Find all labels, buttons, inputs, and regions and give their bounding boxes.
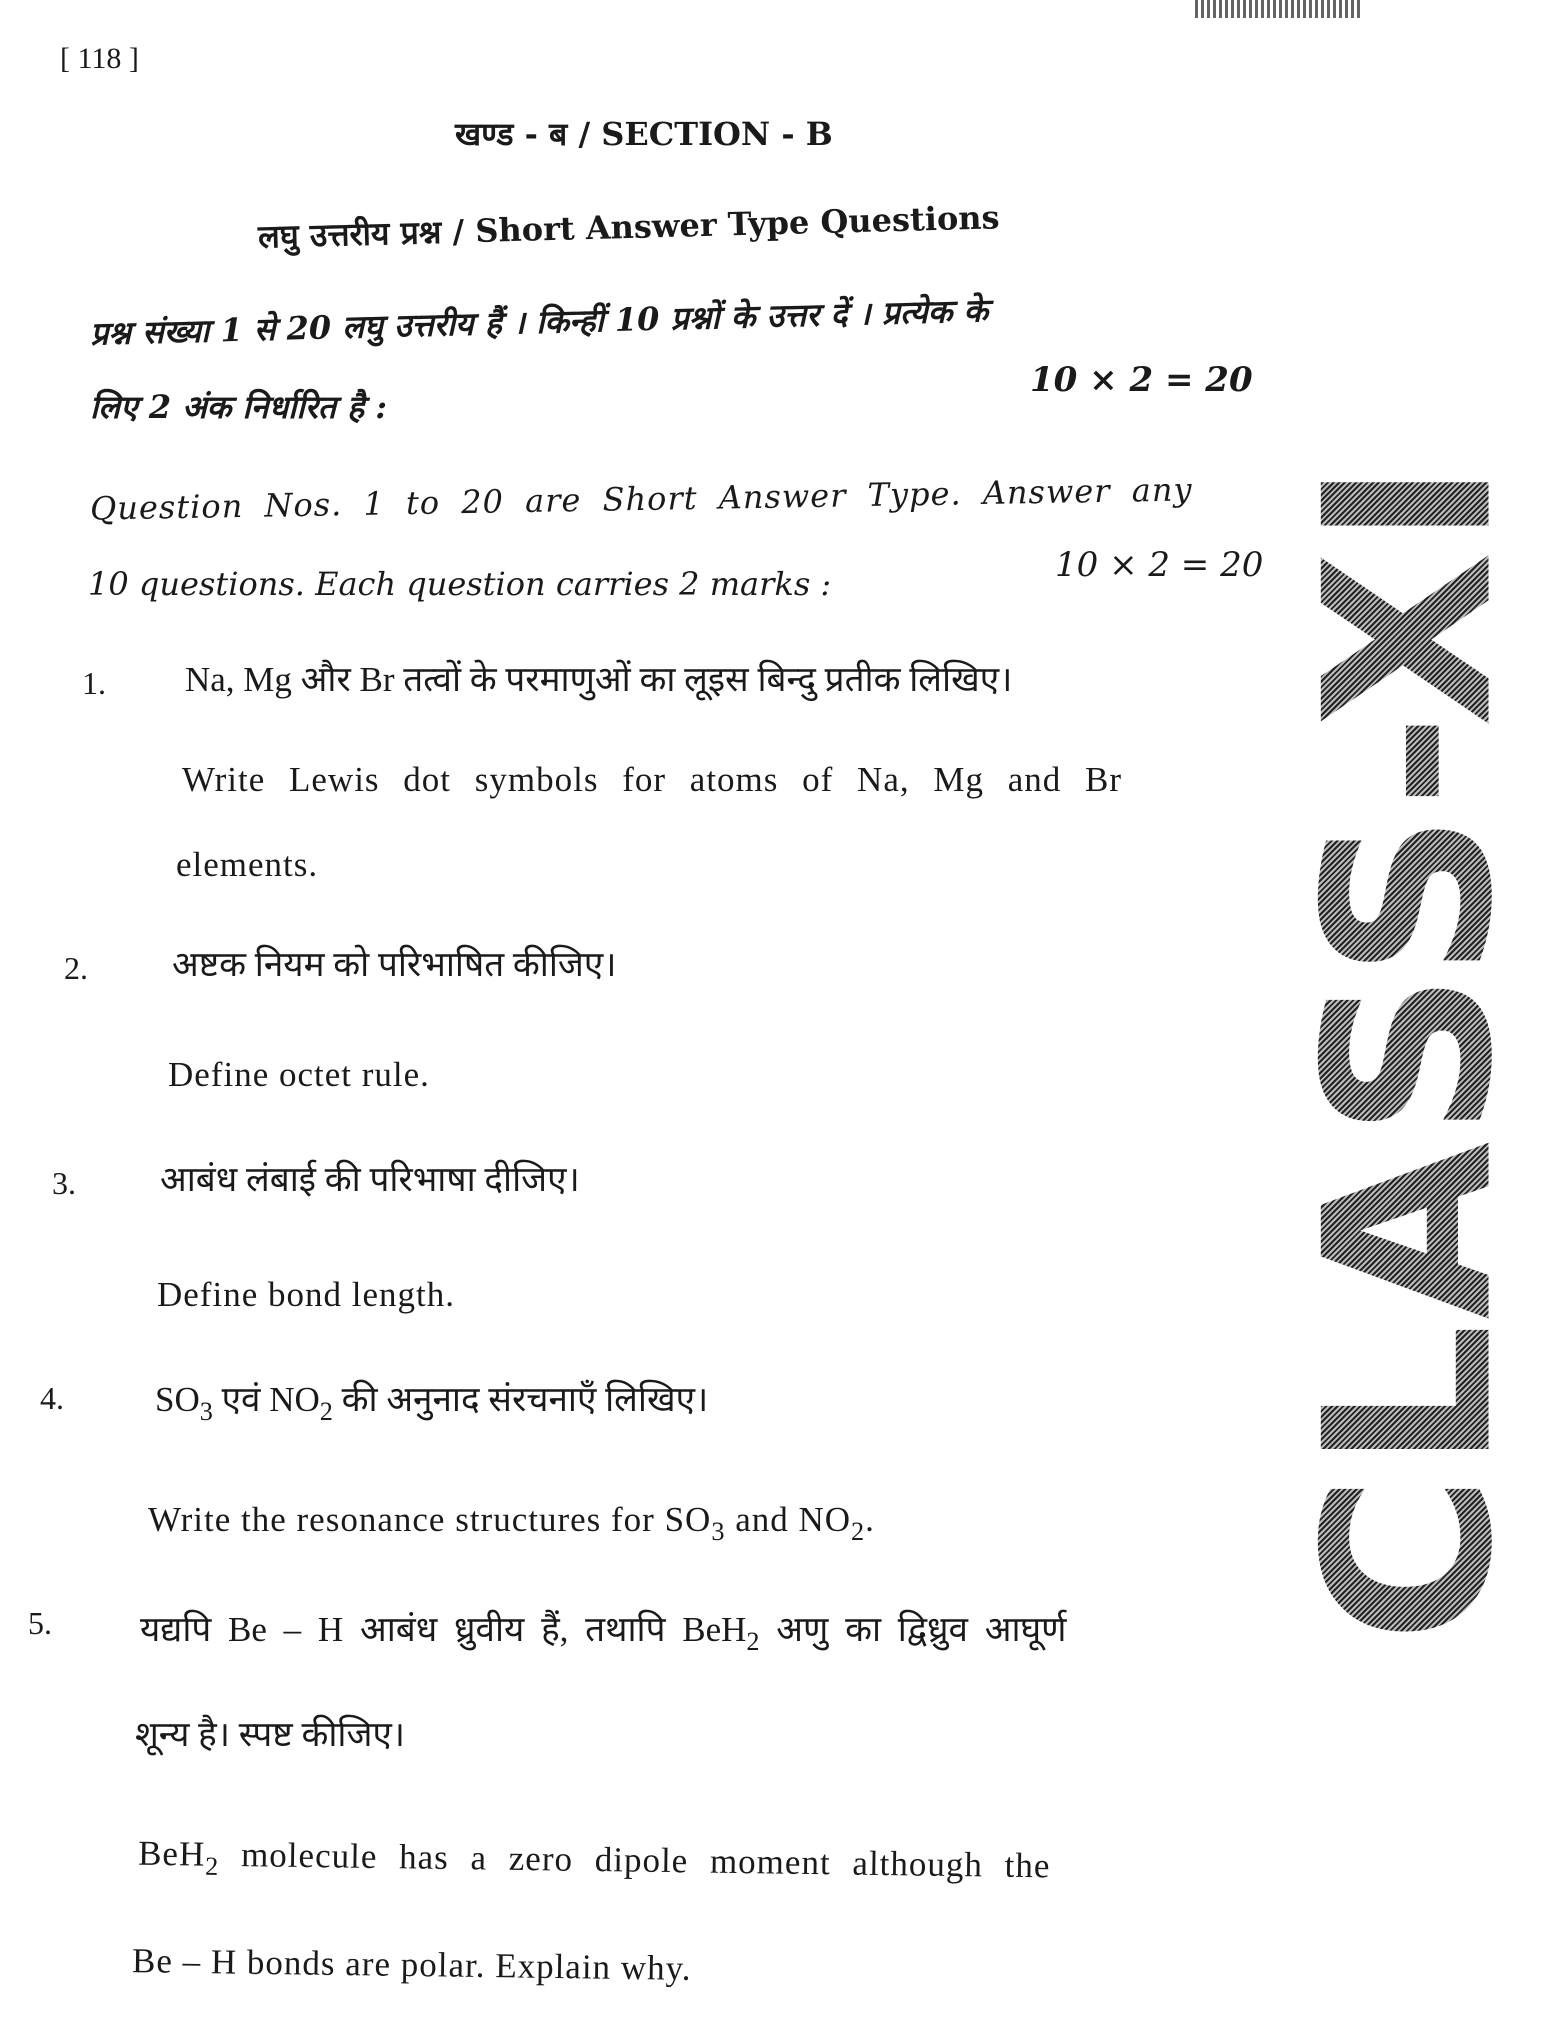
section-heading: खण्ड - ब / SECTION - B <box>455 115 833 153</box>
question-4-english: Write the resonance structures for $SO_3$ and $NO_2$. <box>148 1500 875 1547</box>
question-number: 5. <box>28 1605 52 1641</box>
question-5-hindi-cont: शून्य है। स्पष्ट कीजिए। <box>135 1715 406 1754</box>
question-number: 2. <box>64 950 88 986</box>
question-1-hindi: Na, Mg और Br तत्वों के परमाणुओं का लूइस बिन्दु प्रतीक लिखिए। <box>185 660 1013 699</box>
watermark: CLASS-XI <box>1276 457 1544 1643</box>
question-5-hindi: यद्यपि Be – H आबंध ध्रुवीय हैं, तथापि BeH$_2$ अणु का द्विध्रुव आघूर्ण <box>140 1610 1067 1657</box>
question-number: 4. <box>40 1380 64 1416</box>
instructions-english-marks: 10 × 2 = 20 <box>1055 545 1264 585</box>
instructions-english-line1: Question Nos. 1 to 20 are Short Answer Type. Answer any <box>89 470 1193 528</box>
question-2-english: Define octet rule. <box>168 1055 430 1094</box>
instructions-english-line2: 10 questions. Each question carries 2 marks : <box>88 565 832 603</box>
question-number: 3. <box>52 1165 76 1201</box>
instructions-hindi-line2: लिए 2 अंक निर्धारित है : <box>90 388 388 426</box>
question-4-hindi: $SO_3$ एवं $NO_2$ की अनुनाद संरचनाएँ लिखिए। <box>155 1380 709 1427</box>
question-5-english: BeH$_2$ molecule has a zero dipole moment although the <box>137 1833 1051 1886</box>
instructions-hindi-marks: 10 × 2 = 20 <box>1030 360 1253 400</box>
page-number: [ 118 ] <box>60 42 139 75</box>
stamp-mark <box>1195 0 1360 18</box>
question-5-english-cont: Be – H bonds are polar. Explain why. <box>131 1941 692 1988</box>
question-2-hindi: अष्टक नियम को परिभाषित कीजिए। <box>172 945 617 984</box>
instructions-hindi-line1: प्रश्न संख्या 1 से 20 लघु उत्तरीय हैं । किन्हीं 10 प्रश्नों के उत्तर दें । प्रत्येक के <box>89 291 989 353</box>
question-number: 1. <box>82 665 106 701</box>
question-3-hindi: आबंध लंबाई की परिभाषा दीजिए। <box>160 1160 580 1199</box>
question-1-english-cont: elements. <box>176 845 319 884</box>
subheading: लघु उत्तरीय प्रश्न / Short Answer Type Questions <box>257 198 1001 256</box>
question-3-english: Define bond length. <box>157 1275 455 1314</box>
question-1-english: Write Lewis dot symbols for atoms of Na, Mg and Br <box>182 760 1123 799</box>
